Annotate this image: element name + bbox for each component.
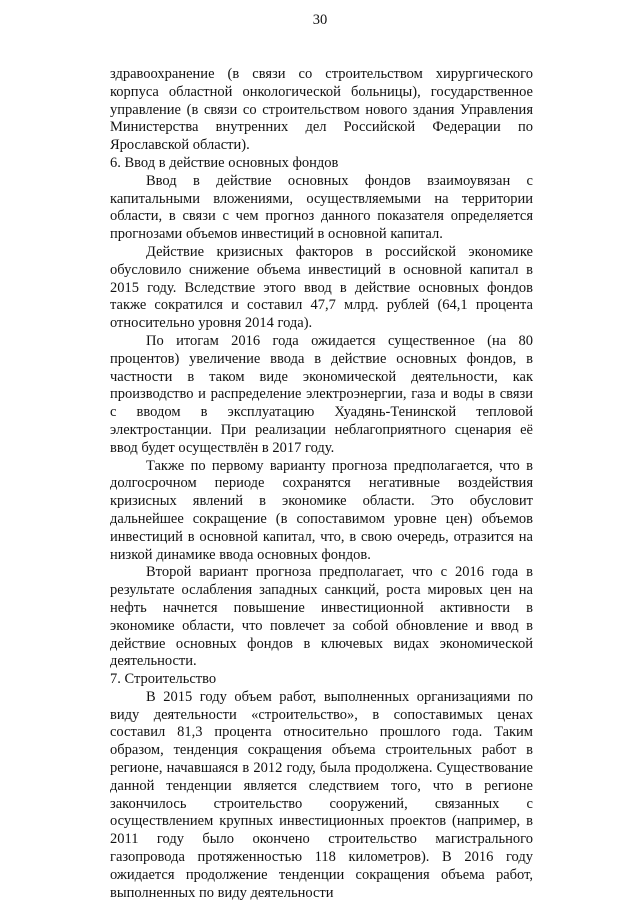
section-6-paragraph: По итогам 2016 года ожидается существенное (на 80 процентов) увеличение ввода в действие основных фондов, в частности в таком виде экономической деятельности, как производство и распределение электроэнергии, газа и воды в связи с вводом в эксплуатацию Хуадянь-Тенинской тепловой электростанции. При реализации неблагоприятного сценария её ввод будет осуществлён в 2017 году. [110,332,533,456]
document-body [110,66,533,902]
page-number: 30 [312,12,328,28]
section-6-paragraph: Действие кризисных факторов в российской экономике обусловило снижение объема инвестиций в основной капитал в 2015 году. Вследствие этого ввод в действие основных фондов также сократился и составил 47,7 млрд. рублей (64,1 процента относительно уровня 2014 года). [110,243,533,332]
section-6-heading: 6. Ввод в действие основных фондов [110,154,339,171]
section-6-paragraph: Также по первому варианту прогноза предполагается, что в долгосрочном периоде сохранятся негативные воздействия кризисных явлений в экономике области. Это обусловит дальнейшее сокращение (в сопоставимом уровне цен) объемов инвестиций в основной капитал, что, в свою очередь, отразится на низкой динамике ввода основных фондов. [110,457,533,563]
section-7-paragraph: В 2015 году объем работ, выполненных организациями по виду деятельности «строительство», в сопоставимых ценах составил 81,3 процента относительно прошлого года. Таким образом, тенденция сокращения объема строительных работ в регионе, начавшаяся в 2012 году, была продолжена. Существование данной тенденции является следствием того, что в регионе закончилось строительство сооружений, связанных с осуществлением крупных инвестиционных проектов (например, в 2011 году было окончено строительство магистрального газопровода протяженностью 118 километров). В 2016 году ожидается продолжение тенденции сокращения объема работ, выполненных по виду деятельности [110,688,533,901]
section-6-paragraph: Ввод в действие основных фондов взаимоувязан с капитальными вложениями, осуществляемыми на территории области, в связи с чем прогноз данного показателя определяется прогнозами объемов инвестиций в основной капитал. [110,172,533,243]
intro-paragraph: здравоохранение (в связи со строительством хирургического корпуса областной онкологической больницы), государственное управление (в связи со строительством нового здания Управления Министерства внутренних дел Российской Федерации по Ярославской области). [110,66,533,154]
section-6-paragraph: Второй вариант прогноза предполагает, что с 2016 года в результате ослабления западных санкций, роста мировых цен на нефть начнется повышение инвестиционной активности в экономике области, что повлечет за собой обновление и ввод в действие основных фондов в ключевых видах экономической деятельности. [110,564,533,670]
section-7-heading: 7. Строительство [110,671,217,688]
